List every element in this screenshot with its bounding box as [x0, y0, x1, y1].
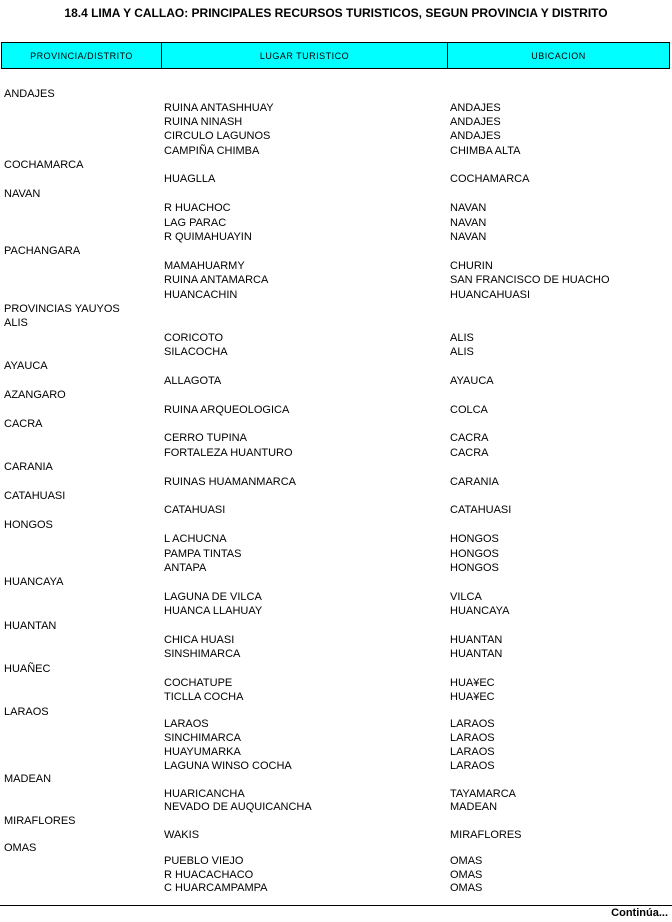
cell-province: HONGOS: [4, 519, 53, 531]
cell-place: RUINAS HUAMANMARCA: [164, 476, 297, 488]
cell-place: TICLLA COCHA: [164, 691, 244, 703]
cell-location: HONGOS: [450, 548, 499, 560]
cell-location: CACRA: [450, 447, 489, 459]
cell-place: PAMPA TINTAS: [164, 548, 242, 560]
cell-province: MADEAN: [4, 773, 52, 785]
cell-place: ALLAGOTA: [164, 375, 222, 387]
table-row: [0, 663, 672, 676]
table-title: 18.4 LIMA Y CALLAO: PRINCIPALES RECURSOS TURISTICOS, SEGUN PROVINCIA Y DISTRITO: [64, 6, 608, 20]
cell-province: CATAHUASI: [4, 490, 66, 502]
table-row: [0, 289, 672, 302]
cell-place: CORICOTO: [164, 332, 224, 344]
cell-province: NAVAN: [4, 188, 41, 200]
table-row: [0, 691, 672, 704]
table-row: [0, 360, 672, 373]
cell-location: LARAOS: [450, 746, 495, 758]
cell-province: HUAÑEC: [4, 663, 51, 675]
table-row: [0, 303, 672, 316]
cell-place: LAGUNA WINSO COCHA: [164, 760, 292, 772]
cell-location: CHIMBA ALTA: [450, 145, 521, 157]
cell-location: MIRAFLORES: [450, 829, 522, 841]
cell-location: ALIS: [450, 332, 474, 344]
cell-place: R QUIMAHUAYIN: [164, 231, 252, 243]
cell-location: OMAS: [450, 869, 483, 881]
cell-location: NAVAN: [450, 231, 487, 243]
table-row: [0, 677, 672, 690]
table-row: [0, 102, 672, 115]
cell-place: NEVADO DE AUQUICANCHA: [164, 801, 312, 813]
cell-province: ALIS: [4, 317, 28, 329]
table-row: [0, 801, 672, 814]
table-row: [0, 519, 672, 532]
table-row: [0, 773, 672, 786]
cell-place: CERRO TUPINA: [164, 432, 247, 444]
table-row: [0, 217, 672, 230]
cell-location: HONGOS: [450, 533, 499, 545]
cell-place: CIRCULO LAGUNOS: [164, 130, 271, 142]
cell-place: MAMAHUARMY: [164, 260, 245, 272]
cell-place: COCHATUPE: [164, 677, 233, 689]
cell-place: ANTAPA: [164, 562, 207, 574]
cell-location: TAYAMARCA: [450, 788, 517, 800]
cell-province: MIRAFLORES: [4, 815, 76, 827]
table-row: [0, 760, 672, 773]
cell-location: AYAUCA: [450, 375, 494, 387]
cell-location: ANDAJES: [450, 116, 501, 128]
cell-location: HUA¥EC: [450, 691, 495, 703]
cell-province: OMAS: [4, 842, 37, 854]
cell-location: VILCA: [450, 591, 482, 603]
cell-location: HUANTAN: [450, 648, 503, 660]
cell-province: AZANGARO: [4, 389, 66, 401]
table-row: [0, 855, 672, 868]
table-row: [0, 732, 672, 745]
cell-location: HUANTAN: [450, 634, 503, 646]
cell-province: ANDAJES: [4, 88, 55, 100]
cell-place: R HUACHOC: [164, 202, 231, 214]
table-row: [0, 648, 672, 661]
cell-location: CARANIA: [450, 476, 499, 488]
cell-place: R HUACACHACO: [164, 869, 254, 881]
cell-location: HUANCAYA: [450, 605, 510, 617]
table-row: [0, 332, 672, 345]
table-row: [0, 447, 672, 460]
cell-place: RUINA ARQUEOLOGICA: [164, 404, 290, 416]
table-row: [0, 173, 672, 186]
cell-place: WAKIS: [164, 829, 200, 841]
cell-place: L ACHUCNA: [164, 533, 227, 545]
cell-location: HUANCAHUASI: [450, 289, 531, 301]
cell-place: LAGUNA DE VILCA: [164, 591, 262, 603]
cell-location: SAN FRANCISCO DE HUACHO: [450, 274, 610, 286]
table-row: [0, 562, 672, 575]
continues-label: Continúa...: [611, 907, 668, 919]
table-row: [0, 634, 672, 647]
table-row: [0, 882, 672, 895]
cell-province: CARANIA: [4, 461, 53, 473]
cell-location: COCHAMARCA: [450, 173, 530, 185]
table-row: [0, 116, 672, 129]
table-row: [0, 490, 672, 503]
cell-place: HUARICANCHA: [164, 788, 245, 800]
cell-place: SILACOCHA: [164, 346, 228, 358]
cell-place: FORTALEZA HUANTURO: [164, 447, 293, 459]
cell-place: C HUARCAMPAMPA: [164, 882, 268, 894]
table-row: [0, 591, 672, 604]
cell-place: SINSHIMARCA: [164, 648, 241, 660]
table-row: [0, 346, 672, 359]
cell-place: LARAOS: [164, 718, 209, 730]
header-place: LUGAR TURISTICO: [162, 43, 448, 68]
table-row: [0, 418, 672, 431]
cell-province: CACRA: [4, 418, 43, 430]
cell-location: ANDAJES: [450, 102, 501, 114]
cell-location: HONGOS: [450, 562, 499, 574]
cell-location: NAVAN: [450, 217, 487, 229]
cell-province: AYAUCA: [4, 360, 48, 372]
cell-location: LARAOS: [450, 718, 495, 730]
cell-location: ALIS: [450, 346, 474, 358]
table-row: [0, 504, 672, 517]
cell-place: CATAHUASI: [164, 504, 226, 516]
table-row: [0, 829, 672, 842]
cell-location: MADEAN: [450, 801, 498, 813]
table-row: [0, 404, 672, 417]
table-row: [0, 375, 672, 388]
cell-place: HUANCACHIN: [164, 289, 238, 301]
table-row: [0, 317, 672, 330]
table-row: [0, 231, 672, 244]
table-row: [0, 548, 672, 561]
header-location: UBICACION: [531, 50, 586, 61]
table-row: [0, 159, 672, 172]
table-row: [0, 869, 672, 882]
table-row: [0, 718, 672, 731]
table-row: [0, 815, 672, 828]
table-row: [0, 245, 672, 258]
table-row: [0, 145, 672, 158]
table-row: [0, 533, 672, 546]
cell-place: PUEBLO VIEJO: [164, 855, 244, 867]
table-row: [0, 476, 672, 489]
cell-location: NAVAN: [450, 202, 487, 214]
table-row: [0, 746, 672, 759]
table-row: [0, 88, 672, 101]
cell-place: RUINA NINASH: [164, 116, 243, 128]
header-province: PROVINCIA/DISTRITO: [2, 43, 162, 68]
cell-province: LARAOS: [4, 706, 49, 718]
cell-place: RUINA ANTASHHUAY: [164, 102, 274, 114]
table-row: [0, 576, 672, 589]
cell-province: COCHAMARCA: [4, 159, 84, 171]
cell-location: LARAOS: [450, 760, 495, 772]
table-row: [0, 605, 672, 618]
table-row: [0, 130, 672, 143]
table-row: [0, 389, 672, 402]
cell-province: PACHANGARA: [4, 245, 81, 257]
cell-location: CATAHUASI: [450, 504, 512, 516]
table-row: [0, 842, 672, 855]
table-row: [0, 461, 672, 474]
table-row: [0, 202, 672, 215]
cell-location: CHURIN: [450, 260, 493, 272]
cell-place: LAG PARAC: [164, 217, 227, 229]
table-row: [0, 260, 672, 273]
cell-place: CAMPIÑA CHIMBA: [164, 145, 260, 157]
footer-divider: [0, 905, 672, 906]
cell-province: HUANTAN: [4, 620, 57, 632]
cell-location: OMAS: [450, 882, 483, 894]
table-row: [0, 788, 672, 801]
cell-location: OMAS: [450, 855, 483, 867]
cell-place: RUINA ANTAMARCA: [164, 274, 269, 286]
cell-location: CACRA: [450, 432, 489, 444]
cell-province: PROVINCIAS YAUYOS: [4, 303, 120, 315]
cell-place: HUAGLLA: [164, 173, 216, 185]
cell-location: HUA¥EC: [450, 677, 495, 689]
table-row: [0, 274, 672, 287]
cell-location: LARAOS: [450, 732, 495, 744]
cell-place: HUANCA LLAHUAY: [164, 605, 263, 617]
cell-place: SINCHIMARCA: [164, 732, 242, 744]
table-row: [0, 620, 672, 633]
cell-province: HUANCAYA: [4, 576, 64, 588]
table-row: [0, 188, 672, 201]
cell-location: COLCA: [450, 404, 488, 416]
cell-place: CHICA HUASI: [164, 634, 235, 646]
table-row: [0, 432, 672, 445]
cell-location: ANDAJES: [450, 130, 501, 142]
cell-place: HUAYUMARKA: [164, 746, 241, 758]
